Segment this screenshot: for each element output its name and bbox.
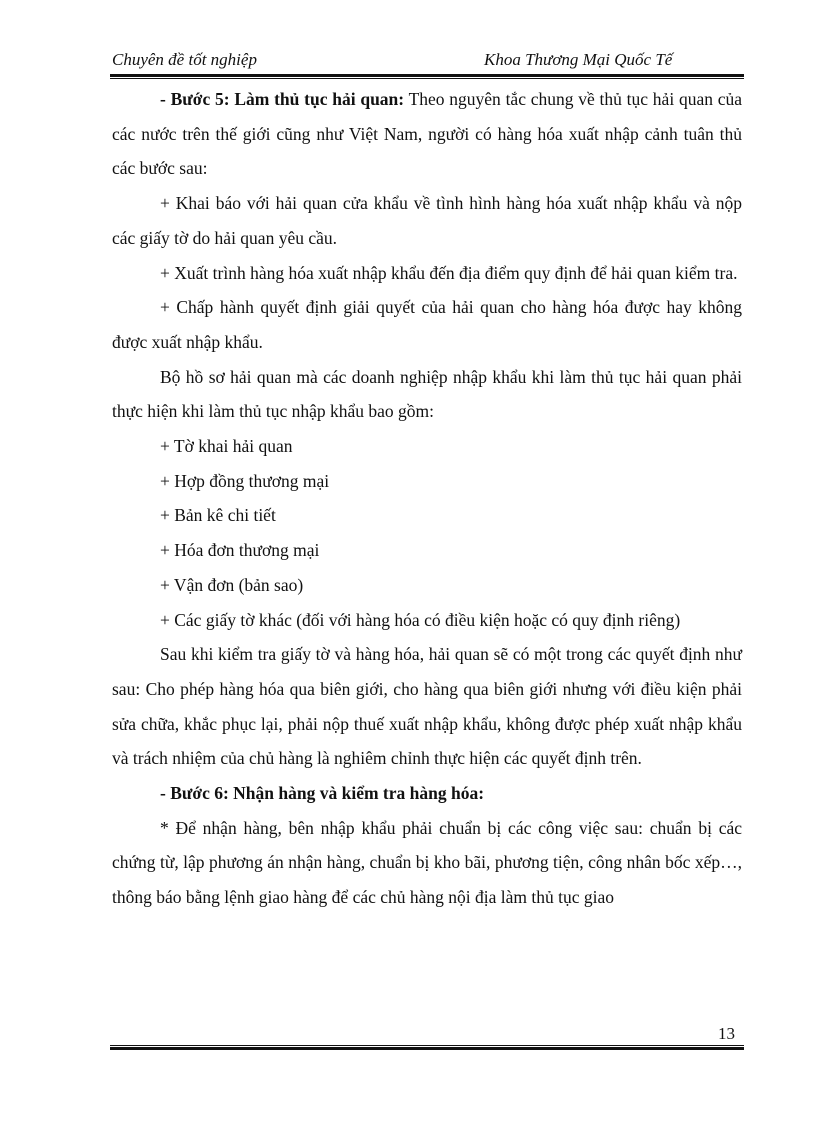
header-faculty: Khoa Thương Mại Quốc Tế	[484, 50, 673, 69]
dossier-item: + Vận đơn (bản sao)	[160, 574, 304, 595]
dossier-intro: Bộ hồ sơ hải quan mà các doanh nghiệp nhập khẩu khi làm thủ tục hải quan phải thực hiện khi làm thủ tục nhập khẩu bao gồm:	[112, 366, 742, 422]
step-item: + Xuất trình hàng hóa xuất nhập khẩu đến địa điểm quy định để hải quan kiểm tra.	[160, 262, 738, 283]
dossier-item: + Hợp đồng thương mại	[160, 470, 330, 491]
step5-heading: - Bước 5: Làm thủ tục hải quan:	[160, 89, 405, 109]
page-number: 13	[718, 1024, 735, 1043]
footer-divider	[110, 1045, 744, 1050]
page-body	[112, 82, 742, 915]
dossier-item: + Các giấy tờ khác (đối với hàng hóa có điều kiện hoặc có quy định riêng)	[160, 609, 681, 630]
step6-paragraph: * Để nhận hàng, bên nhập khẩu phải chuẩn bị các công việc sau: chuẩn bị các chứng từ, lập phương án nhận hàng, chuẩn bị kho bãi, phương tiện, công nhân bốc xếp…, thông báo bằng lệnh giao hàng để các chủ hàng nội địa làm thủ tục giao	[112, 817, 742, 908]
header-divider	[110, 74, 744, 79]
dossier-item: + Hóa đơn thương mại	[160, 540, 320, 561]
step5-text: Theo nguyên tắc chung về thủ tục hải quan của các nước trên thế giới cũng như Việt Nam, người có hàng hóa xuất nhập cảnh tuân thủ các bước sau:	[112, 89, 743, 179]
step6-heading	[112, 776, 742, 811]
header-document-type: Chuyên đề tốt nghiệp	[112, 50, 257, 69]
step-item: + Chấp hành quyết định giải quyết của hải quan cho hàng hóa được hay không được xuất nhập khẩu.	[112, 297, 742, 352]
step6-heading-text: - Bước 6: Nhận hàng và kiểm tra hàng hóa:	[160, 783, 485, 804]
step5-paragraph	[112, 82, 742, 186]
step-item: + Khai báo với hải quan cửa khẩu về tình hình hàng hóa xuất nhập khẩu và nộp các giấy tờ do hải quan yêu cầu.	[112, 193, 742, 248]
dossier-item: + Tờ khai hải quan	[160, 436, 293, 457]
dossier-item: + Bản kê chi tiết	[160, 505, 276, 526]
page-header	[112, 50, 742, 74]
decision-paragraph: Sau khi kiểm tra giấy tờ và hàng hóa, hải quan sẽ có một trong các quyết định như sau: Cho phép hàng hóa qua biên giới, cho hàng qua biên giới nhưng với điều kiện phải sửa chữa, khắc phục lại, phải nộp thuế xuất nhập khẩu, không được phép xuất nhập khẩu và trách nhiệm của chủ hàng là nghiêm chỉnh thực hiện các quyết định trên.	[112, 644, 742, 769]
